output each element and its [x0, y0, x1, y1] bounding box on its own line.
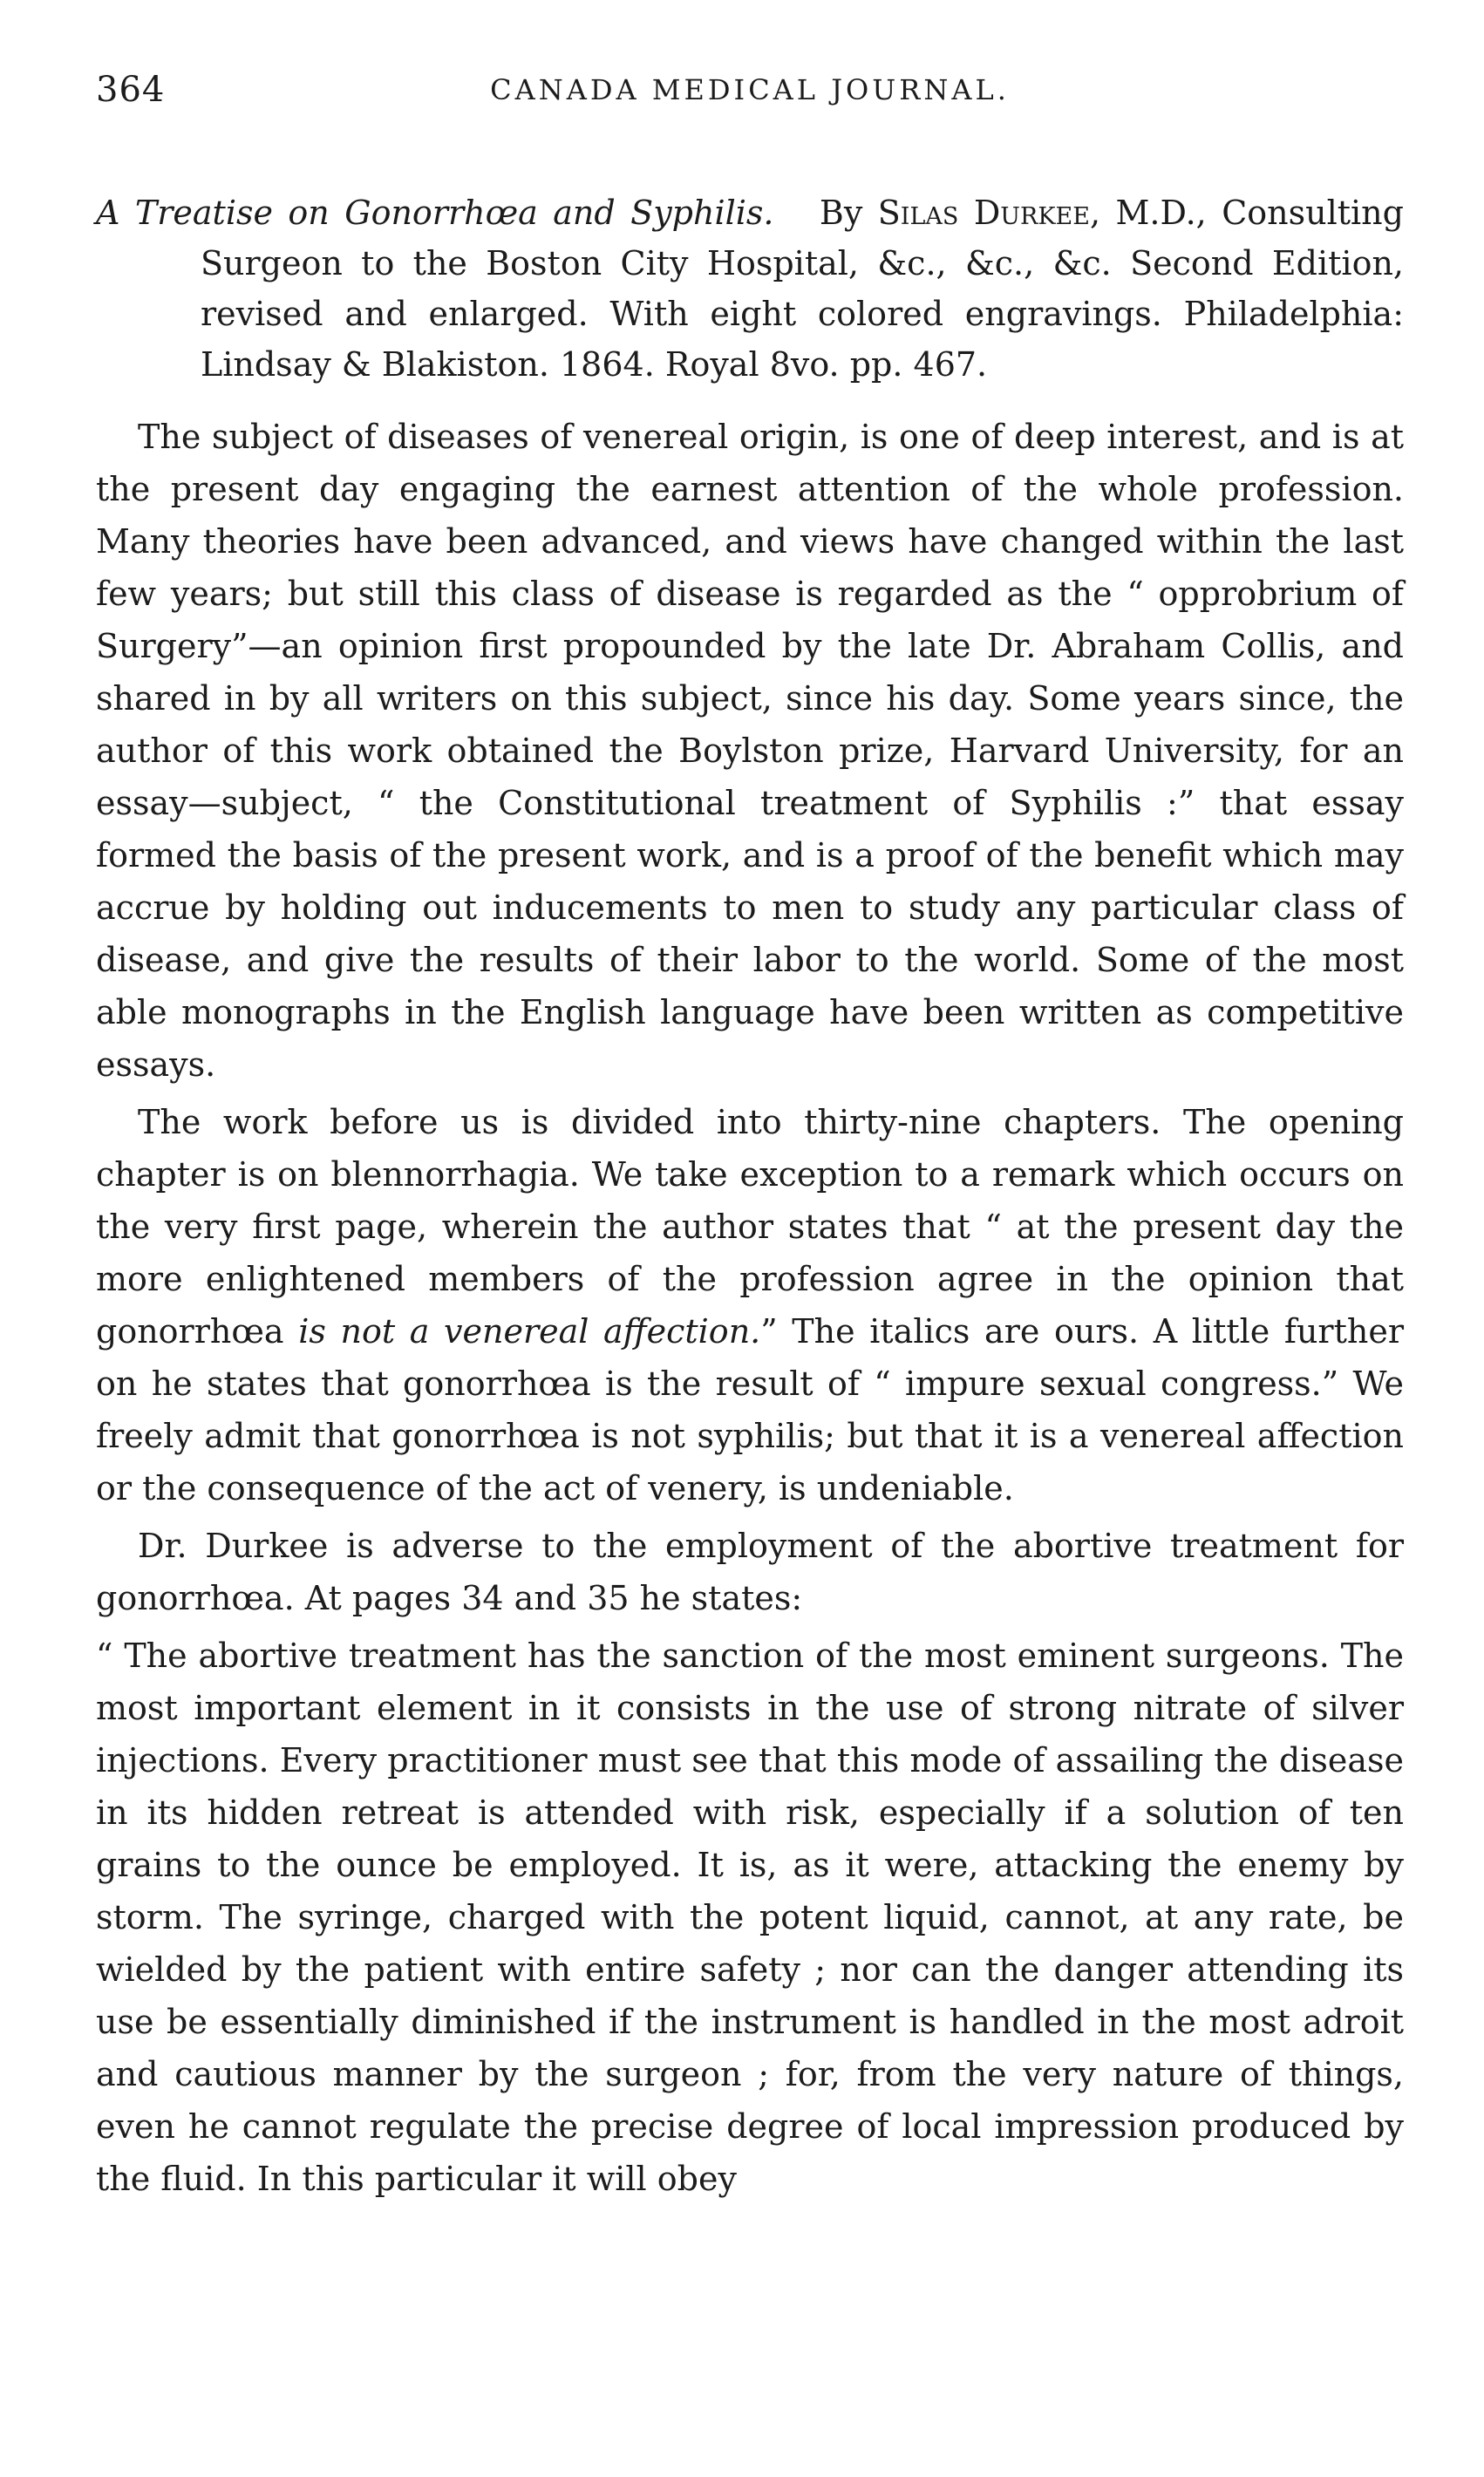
book-title: A Treatise on Gonorrhœa and Syphilis.: [96, 194, 774, 232]
paragraph-2-start: The work before us is divided into thirty-nine chapters. The opening chapter is on blennorrhagia. We take exception to a remark which occurs on the very first page, wherein the author states that “ at the present day the more enlightened members of the profession agree in the opinion that gonorrhœa: [96, 1103, 1404, 1351]
running-head: CANADA MEDICAL JOURNAL.: [490, 73, 1010, 106]
page-number: 364: [96, 70, 166, 110]
article-body: [96, 187, 1404, 2205]
paragraph-3: Dr. Durkee is adverse to the employment of the abortive treatment for gonorrhœa. At pages 34 and 35 he states:: [96, 1527, 1404, 1617]
book-citation: [96, 187, 1404, 390]
paragraph-1: The subject of diseases of venereal origin, is one of deep interest, and is at the present day engaging the earnest attention of the whole profession. Many theories have been advanced, and views have changed within the last few years; but still this class of disease is regarded as the “ opprobrium of Surgery”—an opinion first propounded by the late Dr. Abraham Collis, and shared in by all writers on this subject, since his day. Some years since, the author of this work obtained the Boylston prize, Harvard University, for an essay—subject, “ the Constitutional treatment of Syphilis :” that essay formed the basis of the present work, and is a proof of the benefit which may accrue by holding out inducements to men to study any particular class of disease, and give the results of their labor to the world. Some of the most able monographs in the English language have been written as competitive essays.: [96, 418, 1404, 1084]
by-word: By: [819, 194, 863, 232]
quoted-passage: “ The abortive treatment has the sanction of the most eminent surgeons. The most important element in it consists in the use of strong nitrate of silver injections. Every practitioner must see that this mode of assailing the disease in its hidden retreat is attended with risk, especially if a solution of ten grains to the ounce be employed. It is, as it were, attacking the enemy by storm. The syringe, charged with the potent liquid, cannot, at any rate, be wielded by the patient with entire safety ; nor can the danger attending its use be essentially diminished if the instrument is handled in the most adroit and cautious manner by the surgeon ; for, from the very nature of things, even he cannot regulate the precise degree of local impression produced by the fluid. In this particular it will obey: [96, 1637, 1404, 2198]
paragraph-2: [96, 1096, 1404, 1514]
paragraph-2-italic: is not a venereal affection.: [298, 1312, 761, 1351]
book-author: Silas Durkee, M.D.,: [877, 194, 1207, 232]
page-header: [96, 70, 1404, 140]
paragraph-2-end: ” The italics are ours. A little further on he states that gonorrhœa is the result of “ impure sexual congress.” We freely admit that gonorrhœa is not syphilis; but that it is a venereal affection or the consequence of the act of venery, is undeniable.: [96, 1312, 1404, 1507]
book-details: Consulting Surgeon to the Boston City Hospital, &c., &c., &c. Second Edition, revised and enlarged. With eight colored engravings. Philadelphia: Lindsay & Blakiston. 1864. Royal 8vo. pp. 467.: [201, 194, 1404, 384]
